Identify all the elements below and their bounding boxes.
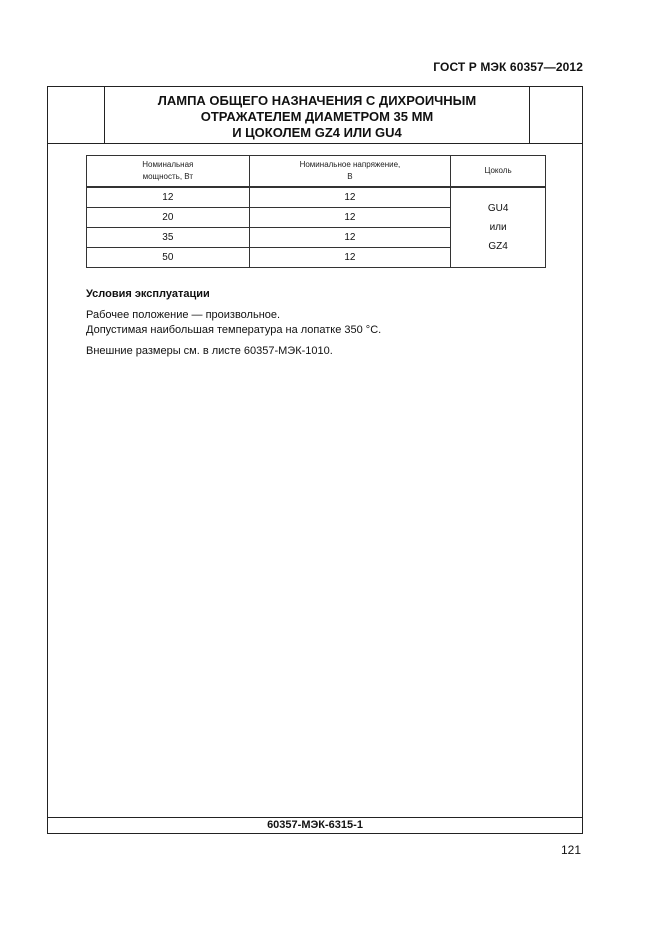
parameters-table <box>86 155 546 268</box>
title-line: И ЦОКОЛЕМ GZ4 ИЛИ GU4 <box>232 125 402 140</box>
voltage-cell: 12 <box>249 248 451 268</box>
voltage-cell: 12 <box>249 228 451 248</box>
sheet-title <box>105 93 529 141</box>
title-line: ЛАМПА ОБЩЕГО НАЗНАЧЕНИЯ С ДИХРОИЧНЫМ <box>157 93 477 108</box>
base-value: или <box>489 222 507 233</box>
sheet-frame <box>47 86 583 834</box>
base-value: GZ4 <box>488 241 508 252</box>
operating-conditions <box>86 288 546 359</box>
base-cell <box>451 187 546 268</box>
power-header: Номинальная мощность, Вт <box>87 156 250 188</box>
power-cell: 50 <box>87 248 250 268</box>
table-row <box>87 187 546 208</box>
voltage-cell: 12 <box>249 187 451 208</box>
base-value: GU4 <box>487 203 509 214</box>
power-cell: 20 <box>87 208 250 228</box>
document-code: ГОСТ Р МЭК 60357—2012 <box>433 60 583 74</box>
power-cell: 35 <box>87 228 250 248</box>
conditions-heading: Условия эксплуатации <box>86 288 210 300</box>
voltage-cell: 12 <box>249 208 451 228</box>
title-block <box>48 87 582 144</box>
page-number: 121 <box>560 843 581 857</box>
power-cell: 12 <box>87 187 250 208</box>
sheet-code: 60357-МЭК-6315-1 <box>48 817 582 833</box>
title-divider-right <box>529 87 530 143</box>
voltage-header: Номинальное напряжение, В <box>249 156 451 188</box>
base-header: Цоколь <box>451 156 546 188</box>
dimensions-reference-text: Внешние размеры см. в листе 60357-МЭК-1010. <box>86 345 333 357</box>
title-line: ОТРАЖАТЕЛЕМ ДИАМЕТРОМ 35 ММ <box>200 109 434 124</box>
working-position-text: Рабочее положение — произвольное. <box>86 309 281 321</box>
table-header-row <box>87 156 546 188</box>
max-temperature-text: Допустимая наибольшая температура на лопатке 350 °С. <box>86 324 382 336</box>
